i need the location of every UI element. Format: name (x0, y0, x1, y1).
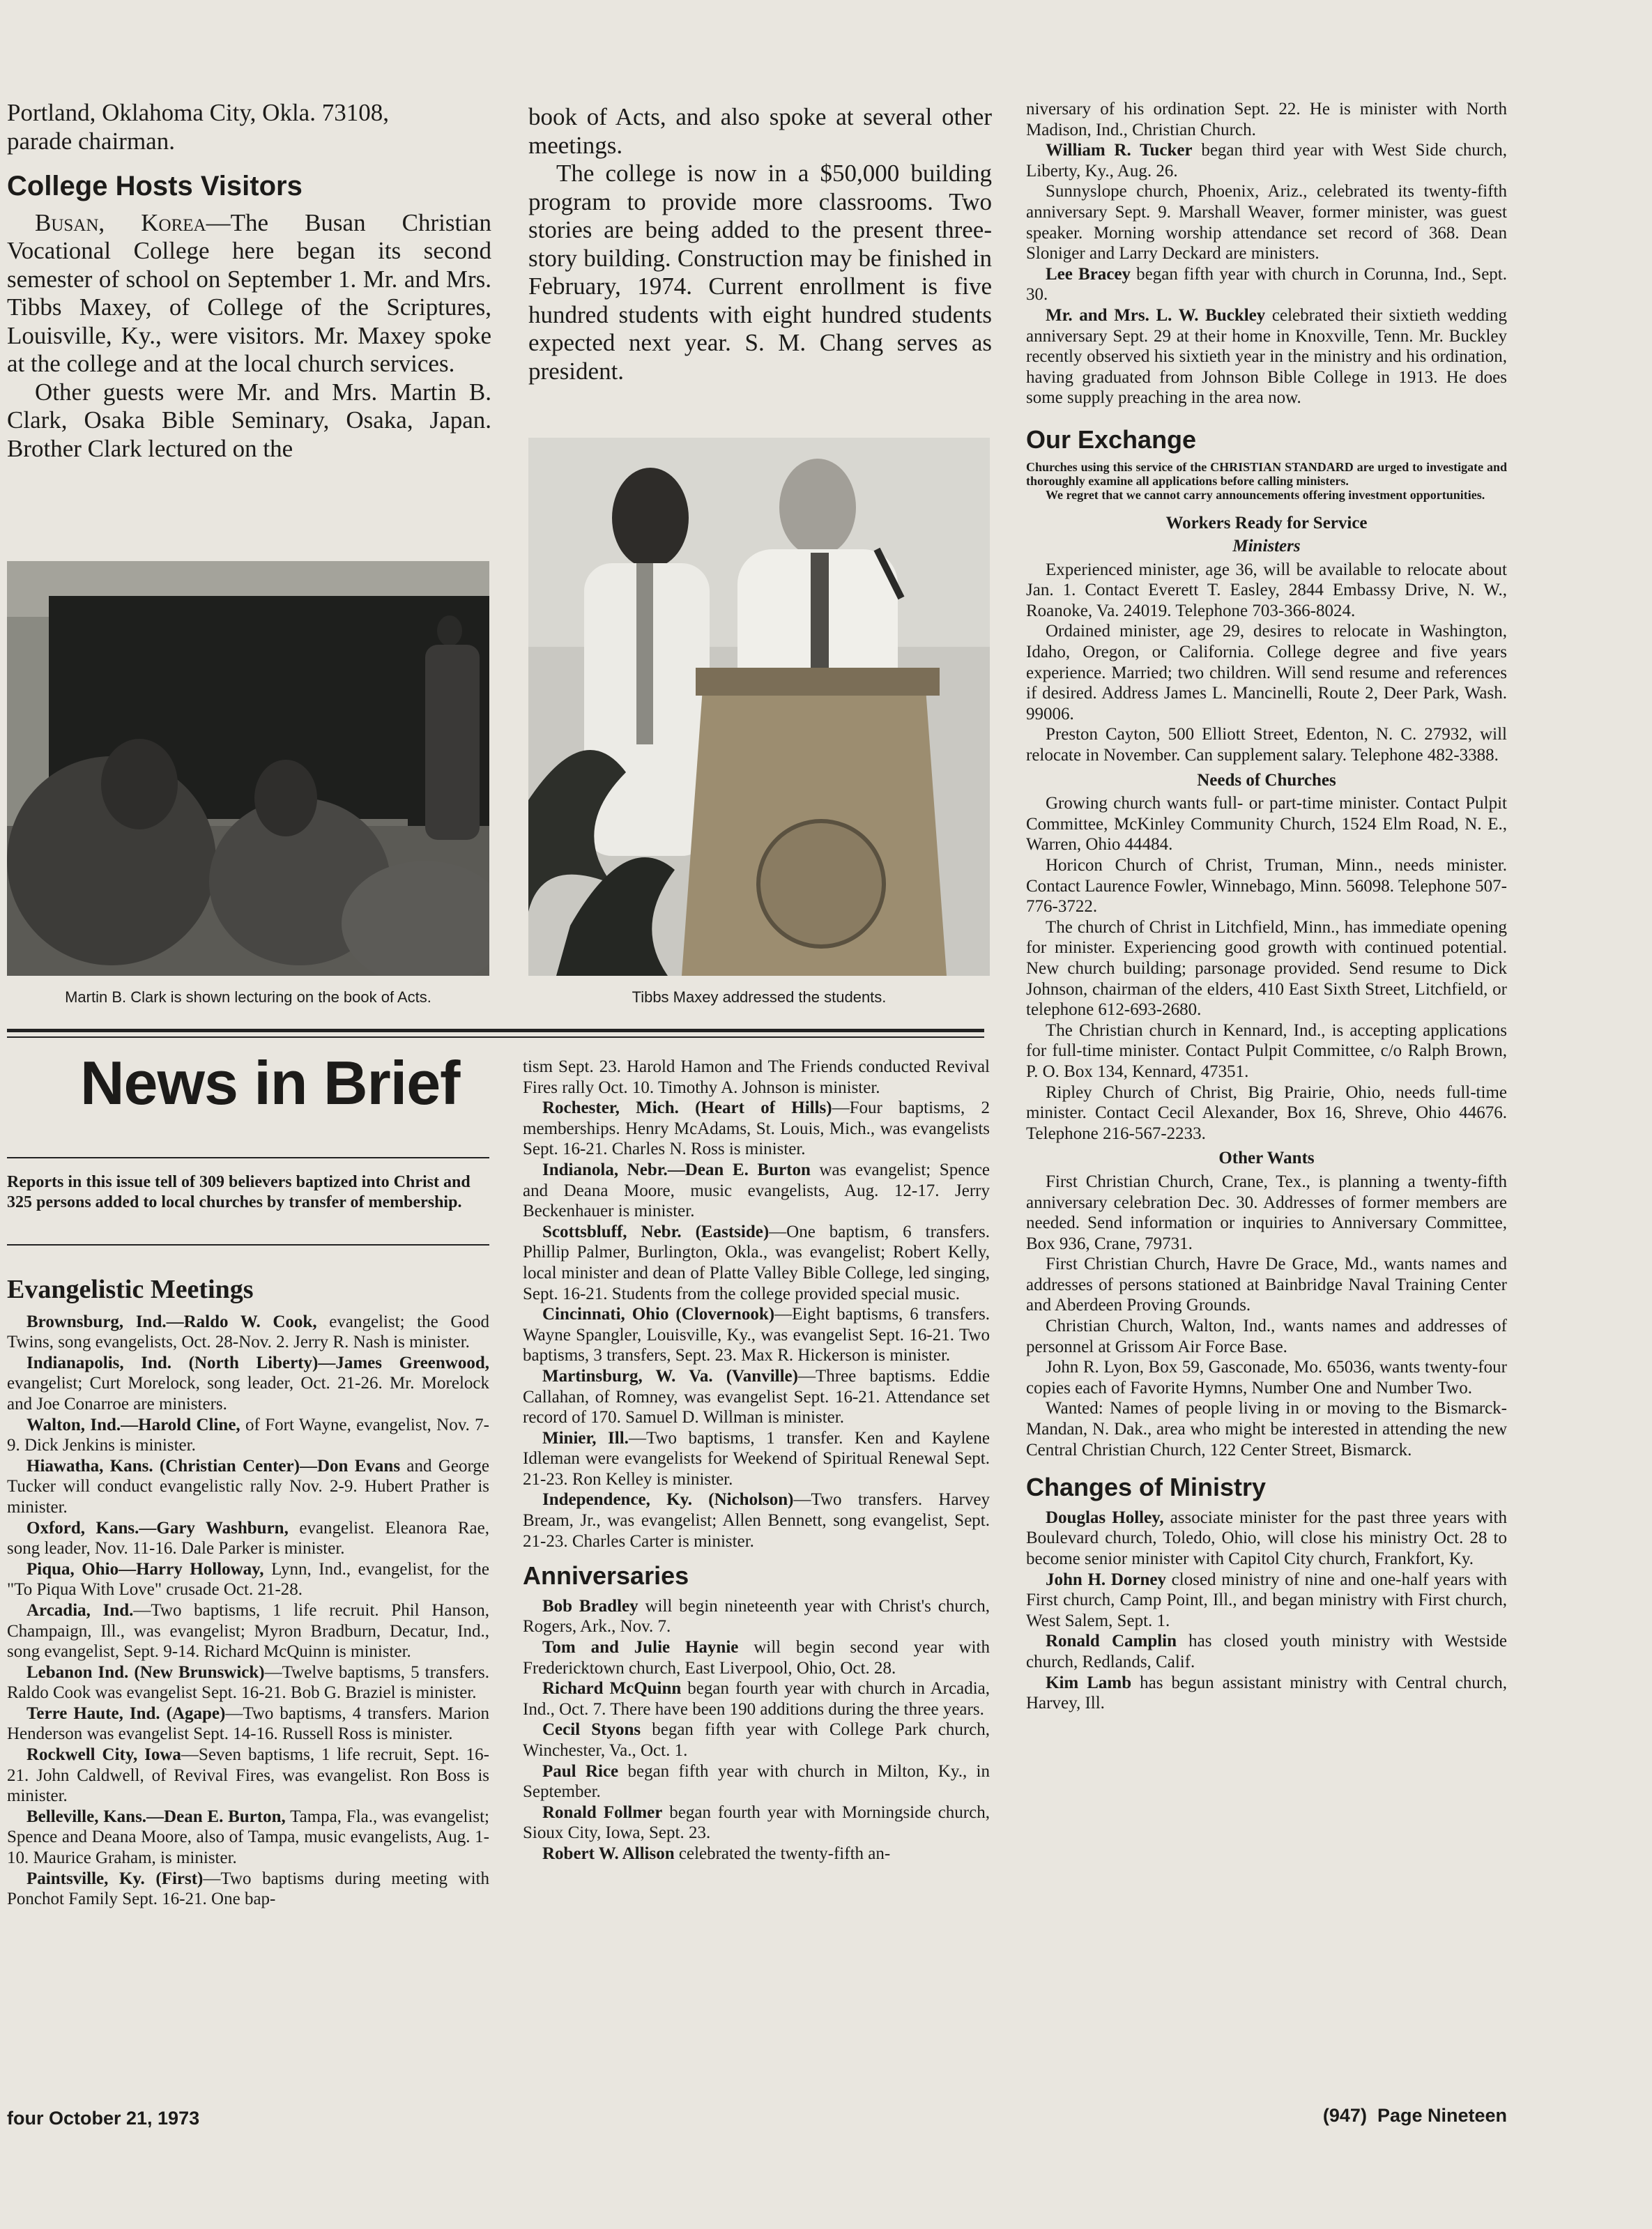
evangelistic-list (7, 1312, 489, 1910)
entry-lead: Scottsbluff, Nebr. (Eastside) (542, 1222, 770, 1241)
footer-page-number: (947) Page Nineteen (1322, 2105, 1507, 2126)
entry-text: began third year with West Side church, Liberty, Ky., Aug. 26. (1026, 141, 1507, 181)
intro-line-2: parade chairman. (7, 127, 175, 155)
entry-text: —Two baptisms, 4 transfers. Marion Henderson was evangelist Sept. 14-16. Russell Ross is minister. (7, 1703, 490, 1744)
entry-text: closed ministry of nine and one-half years with First church, Camp Point, Ill., and began ministry with First church, West Salem, Sept. 1. (1026, 1570, 1507, 1630)
entry-text: will begin second year with Fredericktown church, East Liverpool, Ohio, Oct. 28. (523, 1638, 990, 1678)
college-heading: College Hosts Visitors (7, 171, 303, 201)
notice-paragraph: Experienced minister, age 36, will be available to relocate about Jan. 1. Contact Everett T. Easley, 2844 Embassy Drive, N. W., Roanoke, Va. 24019. Telephone 703-366-8024. (1026, 560, 1507, 620)
entry-lead: Ronald Camplin (1046, 1632, 1177, 1651)
caption-lecture: Martin B. Clark is shown lecturing on the book of Acts. (65, 988, 431, 1006)
entry-lead: Rockwell City, Iowa (26, 1745, 181, 1765)
list-entry (7, 1703, 489, 1745)
middle-paragraph-1: book of Acts, and also spoke at several other meetings. (528, 103, 992, 159)
list-entry (7, 1807, 489, 1869)
entry-lead: William R. Tucker (1046, 141, 1193, 160)
list-entry (7, 1869, 489, 1910)
list-entry (7, 1456, 489, 1518)
changes-heading: Changes of Ministry (1026, 1473, 1267, 1502)
middle-bottom-column (523, 1057, 990, 1864)
list-entry (1026, 1570, 1507, 1632)
entry-lead: Ronald Follmer (542, 1802, 663, 1822)
entry-lead: Richard McQuinn (542, 1679, 682, 1699)
exchange-note: Churches using this service of the CHRISTIAN STANDARD are urged to investigate and thoroughly examine all applications before calling ministers. (1026, 459, 1507, 488)
list-entry (1026, 305, 1507, 408)
evangelistic-column (7, 1275, 490, 1910)
entry-text: was evangelist; Spence and Deana Moore, music evangelists, Aug. 12-17. Jerry Beckenhauer is minister. (523, 1160, 990, 1221)
entry-lead: Tom and Julie Haynie (542, 1638, 739, 1657)
notice-paragraph: Ripley Church of Christ, Big Prairie, Ohio, needs full-time minister. Contact Cecil Alexander, Box 16, Shreve, Ohio 44676. Telephone 216-567-2233. (1026, 1082, 1507, 1143)
entry-text: has closed youth ministry with Westside church, Redlands, Calif. (1026, 1632, 1507, 1671)
list-entry (7, 1415, 489, 1456)
college-paragraph-2: Other guests were Mr. and Mrs. Martin B. Clark, Osaka Bible Seminary, Osaka, Japan. Brother Clark lectured on the (7, 378, 491, 462)
entry-text: —Eight baptisms, 6 transfers. Wayne Spangler, Louisville, Ky., was evangelist Sept. 16-21. Two baptisms, 3 transfers, Sept. 23. Max R. Hickerson is minister. (523, 1305, 990, 1365)
entry-text: Sunnyslope church, Phoenix, Ariz., celebrated its twenty-fifth anniversary Sept. 9. Marshall Weaver, former minister, was guest speaker. Morning worship attendance set record of 368. Dean Sloniger and Larry Deckard are ministers. (1026, 182, 1507, 263)
anniversaries-heading: Anniversaries (523, 1561, 689, 1591)
ministers-heading: Ministers (1232, 537, 1301, 556)
list-entry (523, 1098, 990, 1160)
college-article-middle (528, 103, 992, 385)
notice-paragraph: John R. Lyon, Box 59, Gasconade, Mo. 65036, wants twenty-four copies each of Favorite Hymns, Number One and Number Two. (1026, 1358, 1507, 1397)
notice-paragraph: The Christian church in Kennard, Ind., is accepting applications for full-time minister. Contact Pulpit Committee, c/o Ralph Brown, P. O. Box 134, Kennard, 47351. (1026, 1020, 1507, 1081)
maxey-photo-illustration (528, 438, 990, 976)
list-entry (1026, 1673, 1507, 1714)
list-entry (1026, 140, 1507, 181)
list-entry (523, 1719, 990, 1761)
entry-text: associate minister for the past three years with Boulevard church, Toledo, Ohio, will close his ministry Oct. 28 to become senior minister with Capitol City church, Frankfort, Ky. (1026, 1508, 1507, 1568)
entry-text: Lynn, Ind., evangelist, for the "To Piqua With Love" crusade Oct. 21-28. (7, 1559, 489, 1600)
list-entry (7, 1745, 489, 1807)
needs-list (1026, 793, 1507, 1144)
entry-lead: Arcadia, Ind. (26, 1600, 134, 1620)
notice-paragraph: Preston Cayton, 500 Elliott Street, Edenton, N. C. 27932, will relocate in November. Can supplement salary. Telephone 482-3388. (1026, 725, 1507, 765)
entry-lead: Mr. and Mrs. L. W. Buckley (1046, 305, 1266, 325)
entry-text: —Two baptisms during meeting with Ponchot Family Sept. 16-21. One bap- (7, 1869, 489, 1909)
caption-maxey: Tibbs Maxey addressed the students. (632, 988, 887, 1006)
entry-lead: Lee Bracey (1046, 264, 1131, 284)
other-wants-heading: Other Wants (1218, 1149, 1315, 1168)
entry-text: —Two transfers. Harvey Bream, Jr., was evangelist; Allen Bennett, song evangelist, Sept. 21-23. Charles Carter is minister. (523, 1490, 990, 1551)
list-entry (1026, 264, 1507, 305)
list-entry (523, 1304, 990, 1366)
photo-maxey (528, 438, 990, 976)
entry-text: began fifth year with church in Corunna, Ind., Sept. 30. (1026, 264, 1507, 305)
notice-paragraph: First Christian Church, Havre De Grace, Md., wants names and addresses of persons stationed at Bainbridge Naval Training Center and Aberdeen Proving Grounds. (1026, 1255, 1507, 1315)
entry-text: began fourth year with Morningside church, Sioux City, Iowa, Sept. 23. (523, 1802, 990, 1843)
list-entry (523, 1489, 990, 1552)
footer-date: four October 21, 1973 (7, 2108, 200, 2129)
entry-lead: Hiawatha, Kans. (Christian Center)—Don Evans (26, 1456, 401, 1476)
list-entry (523, 1678, 990, 1719)
college-p1-text: —The Busan Christian Vocational College here began its second semester of school on September 1. Mr. and Mrs. Tibbs Maxey, of College of the Scriptures, Louisville, Ky., were visitors. Mr. Maxey spoke at the college and at the local church services. (7, 208, 491, 377)
entry-text: celebrated their sixtieth wedding anniversary Sept. 29 at their home in Knoxville, Tenn. Mr. Buckley recently observed his sixtieth year in the ministry and his ordination, having graduated from Johnson Bible College in 1913. He does some supply preaching in the area now. (1026, 305, 1507, 408)
list-entry (523, 1366, 990, 1428)
entry-text: and George Tucker will conduct evangelistic rally Nov. 2-9. Hubert Prather is minister. (7, 1456, 489, 1517)
needs-heading: Needs of Churches (1197, 770, 1336, 790)
anniversaries-list (523, 1596, 990, 1864)
entry-lead: Cecil Styons (542, 1720, 641, 1740)
entry-text: evangelist; the Good Twins, song evangelists, Oct. 28-Nov. 2. Jerry R. Nash is minister. (7, 1312, 489, 1352)
list-entry (7, 1600, 489, 1662)
notice-paragraph: Christian Church, Walton, Ind., wants names and addresses of personnel at Grissom Air Force Base. (1026, 1317, 1507, 1356)
lecture-photo-illustration (7, 561, 489, 976)
entry-text: —Two baptisms, 1 transfer. Ken and Kaylene Idleman were evangelists for Weekend of Spiritual Renewal Sept. 21-23. Ron Kelley is minister. (523, 1428, 990, 1489)
list-entry (7, 1312, 489, 1353)
section-rule-top (7, 1029, 984, 1032)
entry-text: —Three baptisms. Eddie Callahan, of Romney, was evangelist Sept. 16-21. Attendance set record of 170. Samuel D. Willman is minister. (523, 1366, 991, 1427)
list-entry (1026, 1508, 1507, 1570)
entry-text: evangelist; Curt Morelock, song leader, Oct. 21-26. Mr. Morelock and Joe Conarroe are ministers. (7, 1374, 489, 1414)
entry-lead: Indianola, Nebr.—Dean E. Burton (542, 1160, 811, 1179)
entry-text: —One baptism, 6 transfers. Phillip Palmer, Burlington, Okla., was evangelist; Robert Kelly, local minister and dean of Platte Valley Bible College, led singing, Sept. 16-21. Students from the college provided special music. (523, 1222, 990, 1303)
entry-text: will begin nineteenth year with Christ's church, Rogers, Ark., Nov. 7. (523, 1596, 990, 1637)
list-entry (7, 1353, 489, 1415)
entry-text: has begun assistant ministry with Central church, Harvey, Ill. (1026, 1673, 1507, 1713)
continuation-text: tism Sept. 23. Harold Hamon and The Friends conducted Revival Fires rally Oct. 10. Timothy A. Johnson is minister. (523, 1057, 990, 1097)
list-entry (523, 1596, 990, 1637)
list-entry (523, 1160, 990, 1222)
news-summary: Reports in this issue tell of 309 believers baptized into Christ and 325 persons added to local churches by transfer of membership. (7, 1173, 471, 1211)
notice-paragraph: First Christian Church, Crane, Tex., is planning a twenty-fifth anniversary celebration Dec. 30. Addresses of former members are needed. Send information or inquiries to Anniversary Committee, Box 936, Crane, 79731. (1026, 1172, 1507, 1253)
entry-lead: Martinsburg, W. Va. (Vanville) (542, 1366, 798, 1386)
entry-lead: Paintsville, Ky. (First) (26, 1869, 204, 1888)
entry-text: evangelist. Eleanora Rae, song leader, Nov. 11-16. Dale Parker is minister. (7, 1518, 489, 1558)
entry-lead: Douglas Holley, (1046, 1508, 1164, 1527)
entry-lead: Terre Haute, Ind. (Agape) (26, 1703, 226, 1723)
other-wants-list (1026, 1172, 1507, 1460)
entry-lead: Cincinnati, Ohio (Clovernook) (542, 1305, 775, 1324)
news-in-brief-title: News in Brief (80, 1048, 460, 1117)
dateline: Busan, Korea (35, 208, 206, 236)
college-article-left (7, 99, 491, 463)
notice-paragraph: Ordained minister, age 29, desires to relocate in Washington, Idaho, Oregon, or California. College degree and five years experience. Married; two children. Will send resume and references if desired. Address James L. Mancinelli, Route 2, Deer Park, Wash. 99006. (1026, 622, 1507, 723)
entry-text: began fifth year with church in Milton, Ky., in September. (523, 1761, 990, 1802)
entry-text: —Four baptisms, 2 memberships. Henry McAdams, St. Louis, Mich., was evangelists Sept. 16-21. Charles N. Ross is minister. (523, 1098, 990, 1159)
photo-lecture (7, 561, 489, 976)
list-entry (7, 1559, 489, 1600)
entry-lead: Belleville, Kans.—Dean E. Burton, (26, 1807, 286, 1826)
entry-text: —Twelve baptisms, 5 transfers. Raldo Cook was evangelist Sept. 16-21. Bob G. Braziel is minister. (7, 1662, 489, 1703)
entry-text: of Fort Wayne, evangelist, Nov. 7-9. Dick Jenkins is minister. (7, 1415, 490, 1455)
ministers-list (1026, 560, 1507, 766)
news-summary-rule-bottom (7, 1244, 489, 1246)
entry-lead: Brownsburg, Ind.—Raldo W. Cook, (26, 1312, 317, 1331)
list-entry (523, 1844, 990, 1864)
notice-paragraph: Growing church wants full- or part-time minister. Contact Pulpit Committee, McKinley Community Church, 1524 Elm Road, N. E., Warren, Ohio 44484. (1026, 794, 1507, 855)
entry-lead: Paul Rice (542, 1761, 619, 1781)
entry-text: Tampa, Fla., was evangelist; Spence and Deana Moore, also of Tampa, music evangelists, Aug. 1-10. Maurice Graham, is minister. (7, 1807, 489, 1868)
entry-lead: Piqua, Ohio—Harry Holloway, (26, 1559, 264, 1579)
entry-text: —Two baptisms, 1 life recruit. Phil Hanson, Champaign, Ill., was evangelist; Myron Bradburn, Decatur, Ind., song evangelist, Sept. 9-14. Richard McQuinn is minister. (7, 1600, 489, 1662)
list-entry (523, 1761, 990, 1802)
middle-paragraph-2: The college is now in a $50,000 building program to provide more classrooms. Two stories are being added to the present three-story building. Construction may be finished in February, 1974. Current enrollment is five hundred students with eight hundred students expected next year. S. M. Chang serves as president. (528, 160, 992, 385)
section-rule-bottom (7, 1036, 984, 1038)
evangelistic-heading: Evangelistic Meetings (7, 1275, 254, 1304)
entry-lead: Robert W. Allison (542, 1844, 675, 1863)
list-entry (523, 1637, 990, 1678)
entry-lead: Minier, Ill. (542, 1428, 629, 1448)
list-entry (523, 1428, 990, 1490)
our-exchange-heading: Our Exchange (1026, 424, 1197, 454)
entry-lead: John H. Dorney (1046, 1570, 1166, 1589)
workers-heading: Workers Ready for Service (1165, 513, 1368, 533)
right-column (1026, 99, 1507, 1714)
entry-lead: Oxford, Kans.—Gary Washburn, (26, 1518, 289, 1538)
notice-paragraph: Horicon Church of Christ, Truman, Minn., needs minister. Contact Laurence Fowler, Winnebago, Minn. 56098. Telephone 507-776-3722. (1026, 856, 1507, 917)
notice-paragraph: Wanted: Names of people living in or moving to the Bismarck-Mandan, N. Dak., area who might be interested in attending the new Central Christian Church, 122 Center Street, Bismarck. (1026, 1399, 1507, 1460)
intro-line-1: Portland, Oklahoma City, Okla. 73108, (7, 99, 389, 126)
entry-lead: Walton, Ind.—Harold Cline, (26, 1415, 240, 1434)
list-entry (523, 1802, 990, 1844)
list-entry (523, 1222, 990, 1304)
entry-lead: Indianapolis, Ind. (North Liberty)—James Greenwood, (26, 1353, 489, 1372)
list-entry (1026, 181, 1507, 263)
entry-text: —Seven baptisms, 1 life recruit, Sept. 16-21. John Caldwell, of Revival Fires, was evangelist. Ron Boss is minister. (7, 1745, 489, 1806)
entry-lead: Rochester, Mich. (Heart of Hills) (542, 1098, 832, 1118)
entry-text: celebrated the twenty-fifth an- (674, 1844, 891, 1863)
list-entry (7, 1662, 489, 1703)
entry-text: began fifth year with College Park church, Winchester, Va., Oct. 1. (523, 1720, 990, 1760)
college-paragraph-1 (7, 209, 491, 378)
exchange-note-2: We regret that we cannot carry announcements offering investment opportunities. (1046, 487, 1485, 502)
list-entry (7, 1518, 489, 1559)
entry-lead: Bob Bradley (542, 1596, 638, 1616)
entry-lead: Kim Lamb (1046, 1673, 1132, 1692)
right-anniversaries-list (1026, 140, 1507, 408)
entry-lead: Lebanon Ind. (New Brunswick) (26, 1662, 265, 1682)
entry-lead: Independence, Ky. (Nicholson) (542, 1490, 794, 1510)
entry-text: began fourth year with church in Arcadia, Ind., Oct. 7. There have been 190 additions during the three years. (523, 1679, 990, 1719)
meetings-list-continued (523, 1098, 990, 1552)
list-entry (1026, 1631, 1507, 1672)
notice-paragraph: The church of Christ in Litchfield, Minn., has immediate opening for minister. Experiencing good growth with continued potential. New church building; parsonage provided. Send resume to Dick Johnson, chairman of the elders, 410 East Sixth Street, Litchfield, or telephone 612-693-2680. (1026, 917, 1507, 1020)
right-continuation: niversary of his ordination Sept. 22. He is minister with North Madison, Ind., Christian Church. (1026, 100, 1507, 139)
changes-list (1026, 1508, 1507, 1714)
news-summary-rule-top (7, 1157, 489, 1158)
